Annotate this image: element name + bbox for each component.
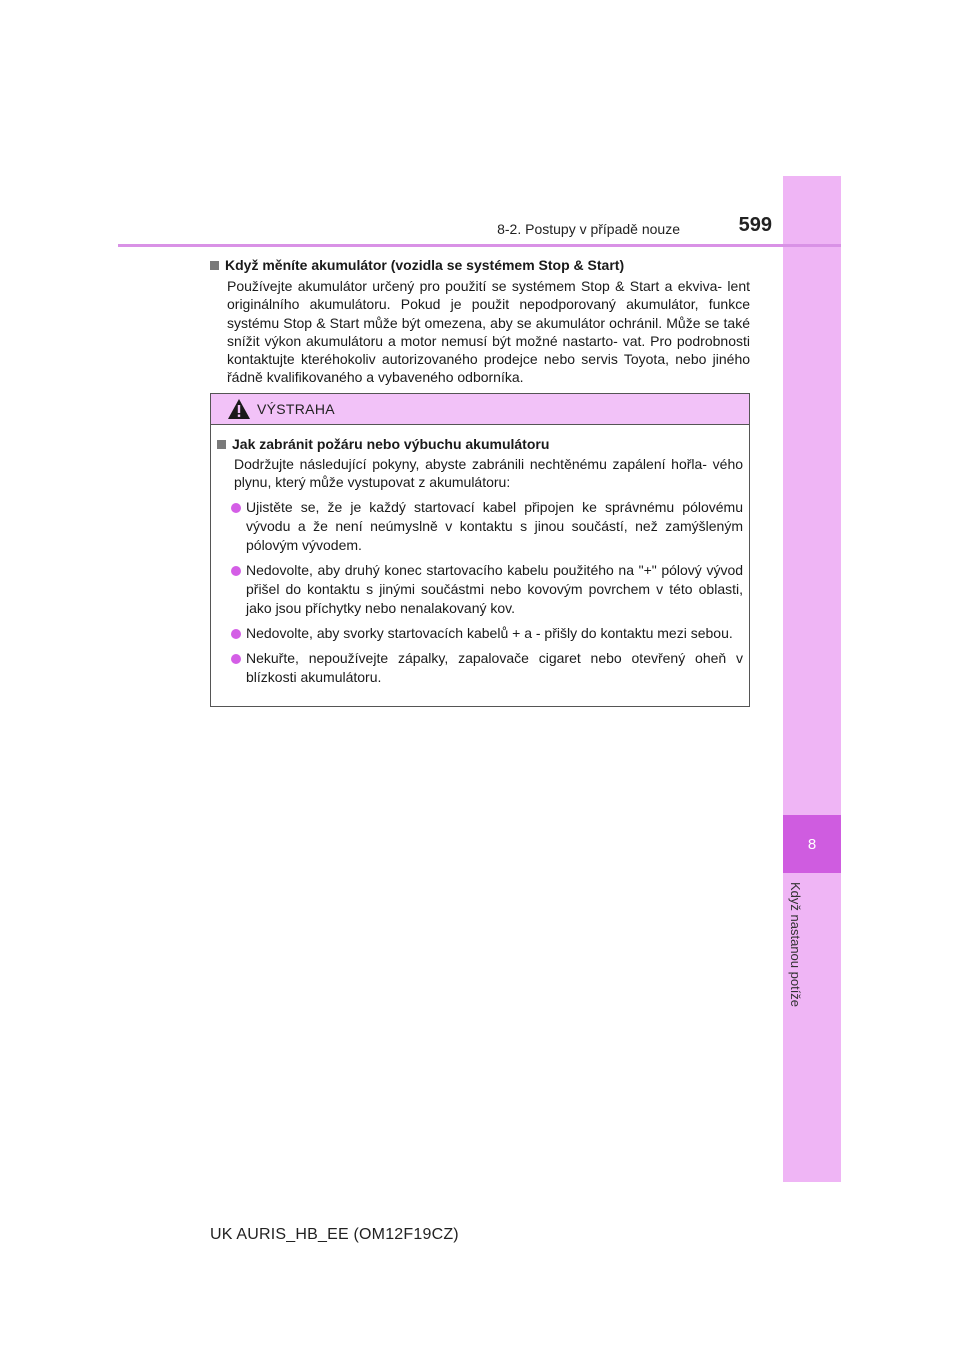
section-heading	[210, 256, 750, 274]
bullet-line: pólovým vývodem.	[246, 536, 362, 553]
paragraph-line: Může se také snížit výkon akumulátoru a motor nemusí být možné nastarto-	[227, 314, 751, 349]
section-heading-text: Když měníte akumulátor (vozidla se systémem Stop & Start)	[225, 257, 625, 273]
bullet-line: sebou.	[690, 624, 733, 641]
warning-title: VÝSTRAHA	[257, 401, 335, 417]
page-number: 599	[738, 214, 772, 236]
warning-bullet-item	[231, 624, 743, 643]
circle-bullet-icon	[231, 654, 241, 664]
bullet-text	[246, 649, 743, 687]
paragraph-line: Dodržujte následující pokyny, abyste zabránili nechtěnému zapálení hořla-	[234, 456, 707, 472]
warning-header	[211, 394, 749, 425]
bullet-line: Nedovolte, aby druhý konec startovacího kabelu použitého na "+" pólový	[246, 561, 702, 578]
bullet-line: Ujistěte se, že je každý startovací kabel připojen ke správnému pólovému	[246, 498, 743, 515]
chapter-title-vertical: Když nastanou potíže	[788, 882, 803, 1008]
warning-bullet-item	[231, 649, 743, 687]
chapter-number: 8	[807, 835, 817, 853]
bullet-line: Nekuřte, nepoužívejte zápalky, zapalovače cigaret nebo otevřený oheň	[246, 649, 727, 666]
warning-bullet-item	[231, 498, 743, 555]
paragraph-line: vého plynu, který může vystupovat z akumulátoru:	[234, 456, 744, 491]
square-bullet-icon	[217, 440, 226, 449]
paragraph-line: servis Toyota, nebo jiného řádně kvalifikovaného a vybaveného odborníka.	[227, 351, 751, 386]
footer-model-code: UK AURIS_HB_EE (OM12F19CZ)	[210, 1226, 459, 1243]
header-rule	[118, 244, 841, 247]
bullet-line: Nedovolte, aby svorky startovacích kabelů + a - přišly do kontaktu mezi	[246, 624, 687, 641]
warning-box	[210, 393, 750, 707]
paragraph-line: Používejte akumulátor určený pro použití se systémem Stop & Start a ekviva-	[227, 278, 723, 294]
paragraph-line: lent originálního akumulátoru. Pokud je použit nepodporovaný akumulátor,	[227, 278, 750, 313]
bullet-line: v blízkosti akumulátoru.	[246, 649, 744, 685]
bullet-text	[246, 561, 743, 618]
warning-bullet-item	[231, 561, 743, 618]
warning-heading-text: Jak zabránit požáru nebo výbuchu akumulátoru	[232, 436, 550, 452]
paragraph-line: vat. Pro podrobnosti kontaktujte kteréhokoliv autorizovaného prodejce nebo	[227, 332, 750, 368]
warning-triangle-icon	[227, 398, 251, 420]
warning-intro	[234, 455, 743, 492]
circle-bullet-icon	[231, 566, 241, 576]
paragraph-line: funkce systému Stop & Start může být omezena, aby se akumulátor ochránil.	[227, 296, 750, 331]
bullet-line: v této oblasti, jako jsou příchytky nebo nenalakovaný kov.	[246, 580, 743, 616]
bullet-text	[246, 498, 743, 555]
square-bullet-icon	[210, 261, 219, 270]
warning-body	[211, 425, 749, 687]
section-stop-start-battery	[210, 256, 750, 387]
header-section-title: 8-2. Postupy v případě nouze	[497, 221, 680, 237]
circle-bullet-icon	[231, 629, 241, 639]
bullet-line: vývodu a že není neúmyslně v kontaktu s jinou součástí, než zamýšleným	[246, 517, 743, 534]
bullet-text	[246, 624, 743, 643]
warning-heading	[217, 435, 743, 453]
chapter-number-box	[783, 815, 841, 873]
bullet-line: vývod přišel do kontaktu s jinými součástmi nebo kovovým povrchem	[246, 561, 744, 597]
side-tab	[783, 176, 841, 1182]
section-paragraph	[227, 277, 750, 387]
circle-bullet-icon	[231, 503, 241, 513]
